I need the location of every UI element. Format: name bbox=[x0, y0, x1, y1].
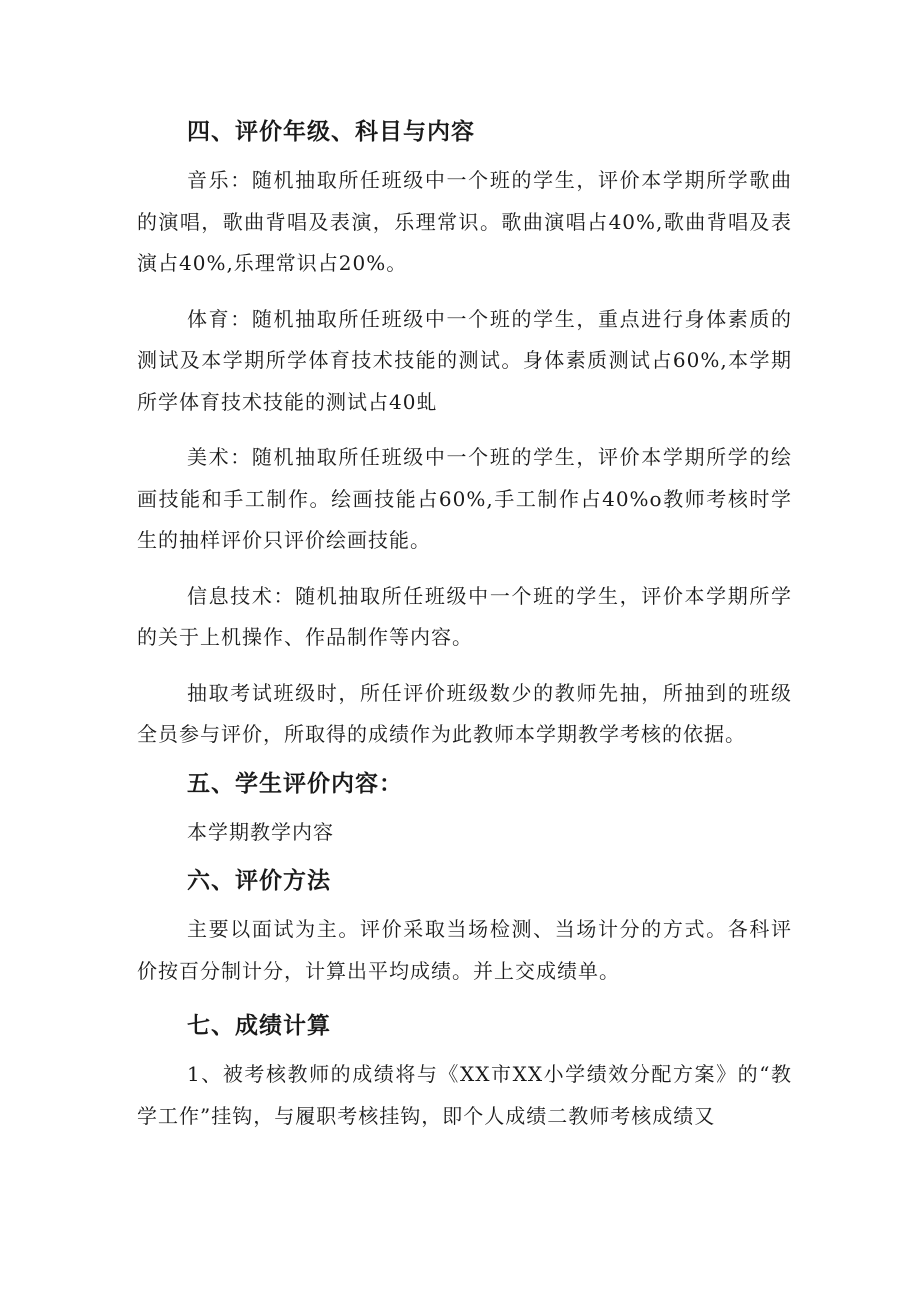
section-6-body: 主要以面试为主。评价采取当场检测、当场计分的方式。各科评价按百分制计分，计算出平均成绩。并上交成绩单。 bbox=[137, 917, 792, 983]
section-5-heading: 五、学生评价内容： bbox=[187, 770, 403, 797]
art-paragraph: 美术：随机抽取所任班级中一个班的学生，评价本学期所学的绘画技能和手工制作。绘画技能占60%,手工制作占40%o教师考核时学生的抽样评价只评价绘画技能。 bbox=[137, 445, 792, 552]
document-body bbox=[137, 112, 792, 1137]
section-7-heading: 七、成绩计算 bbox=[187, 1013, 331, 1039]
it-paragraph: 信息技术：随机抽取所任班级中一个班的学生，评价本学期所学的关于上机操作、作品制作等内容。 bbox=[137, 583, 792, 649]
section-5-body: 本学期教学内容 bbox=[187, 819, 334, 844]
section-4-heading: 四、评价年级、科目与内容 bbox=[187, 119, 475, 145]
draw-paragraph: 抽取考试班级时，所任评价班级数少的教师先抽，所抽到的班级全员参与评价，所取得的成绩作为此教师本学期教学考核的依据。 bbox=[137, 680, 792, 746]
music-paragraph: 音乐：随机抽取所任班级中一个班的学生，评价本学期所学歌曲的演唱，歌曲背唱及表演，乐理常识。歌曲演唱占40%,歌曲背唱及表演占40%,乐理常识占20%。 bbox=[137, 168, 792, 275]
section-6-heading: 六、评价方法 bbox=[187, 868, 331, 894]
pe-paragraph: 体育：随机抽取所任班级中一个班的学生，重点进行身体素质的测试及本学期所学体育技术技能的测试。身体素质测试占60%,本学期所学体育技术技能的测试占40虬 bbox=[137, 306, 792, 414]
section-7-paragraph-1: 1、被考核教师的成绩将与《XX市XX小学绩效分配方案》的“教学工作”挂钩，与履职考核挂钩，即个人成绩二教师考核成绩又 bbox=[137, 1062, 792, 1128]
